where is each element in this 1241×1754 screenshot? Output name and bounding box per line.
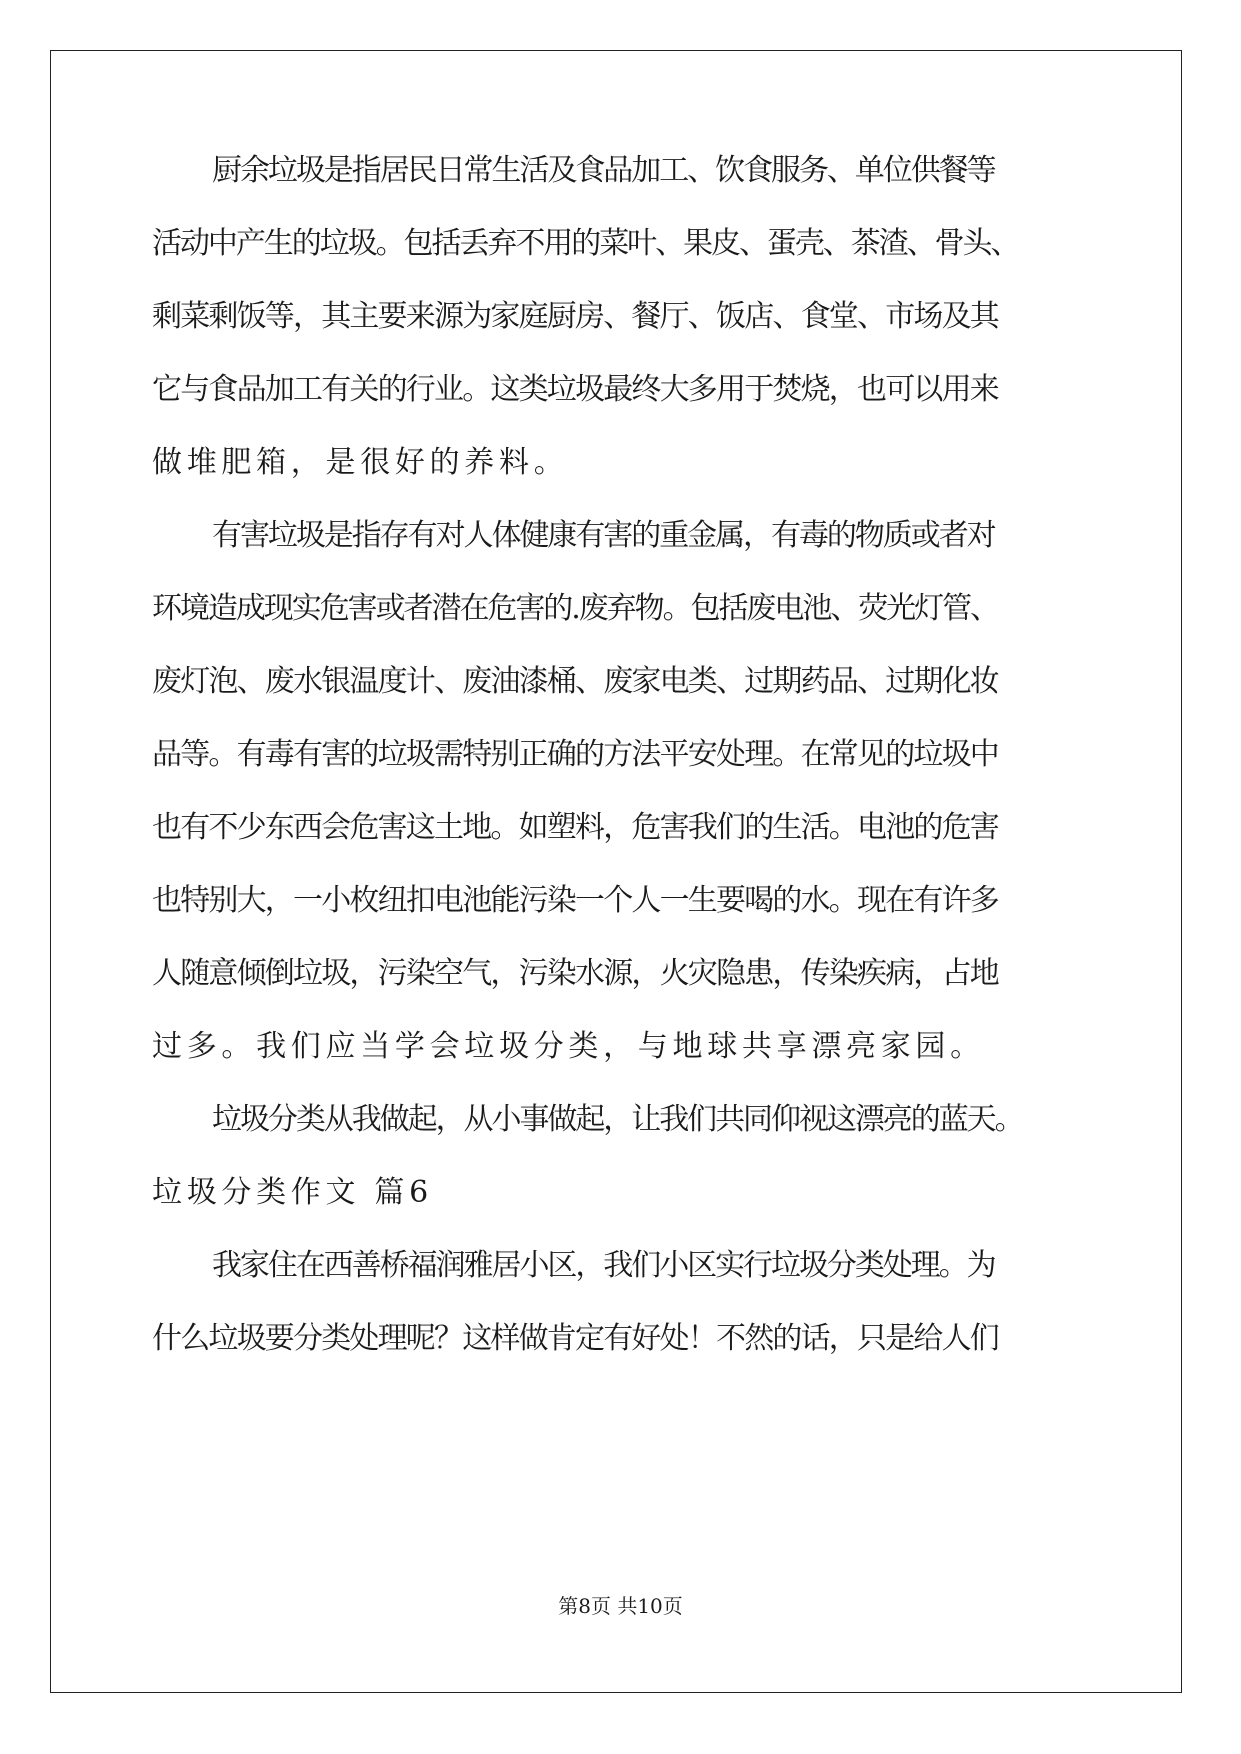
- paragraph-line: 有害垃圾是指存有对人体健康有害的重金属，有毒的物质或者对: [212, 518, 995, 553]
- paragraph-line: 剩菜剩饭等，其主要来源为家庭厨房、餐厅、饭店、食堂、市场及其: [152, 299, 998, 334]
- paragraph-line: 废灯泡、废水银温度计、废油漆桶、废家电类、过期药品、过期化妆: [152, 664, 998, 699]
- section-heading: 垃圾分类作文 篇6: [152, 1175, 433, 1210]
- paragraph-line: 我家住在西善桥福润雅居小区，我们小区实行垃圾分类处理。为: [212, 1248, 995, 1283]
- paragraph-line: 垃圾分类从我做起，从小事做起，让我们共同仰视这漂亮的蓝天。: [212, 1102, 1023, 1137]
- page-footer: 第8页 共10页: [558, 1594, 683, 1618]
- paragraph-line: 什么垃圾要分类处理呢？这样做肯定有好处！不然的话，只是给人们: [152, 1321, 998, 1356]
- paragraph-line: 也有不少东西会危害这土地。如塑料，危害我们的生活。电池的危害: [152, 810, 998, 845]
- paragraph-line: 也特别大，一小枚纽扣电池能污染一个人一生要喝的水。现在有许多: [152, 883, 998, 918]
- paragraph-line: 活动中产生的垃圾。包括丢弃不用的菜叶、果皮、蛋壳、茶渣、骨头、: [152, 226, 1019, 261]
- paragraph-line: 人随意倾倒垃圾，污染空气，污染水源，火灾隐患，传染疾病，占地: [152, 956, 998, 991]
- paragraph-line: 品等。有毒有害的垃圾需特别正确的方法平安处理。在常见的垃圾中: [152, 737, 998, 772]
- paragraph-line: 厨余垃圾是指居民日常生活及食品加工、饮食服务、单位供餐等: [212, 153, 995, 188]
- paragraph-line: 它与食品加工有关的行业。这类垃圾最终大多用于焚烧，也可以用来: [152, 372, 998, 407]
- paragraph-line: 做堆肥箱，是很好的养料。: [152, 445, 569, 480]
- paragraph-line: 过多。我们应当学会垃圾分类，与地球共享漂亮家园。: [152, 1029, 985, 1064]
- paragraph-line: 环境造成现实危害或者潜在危害的.废弃物。包括废电池、荧光灯管、: [152, 591, 998, 626]
